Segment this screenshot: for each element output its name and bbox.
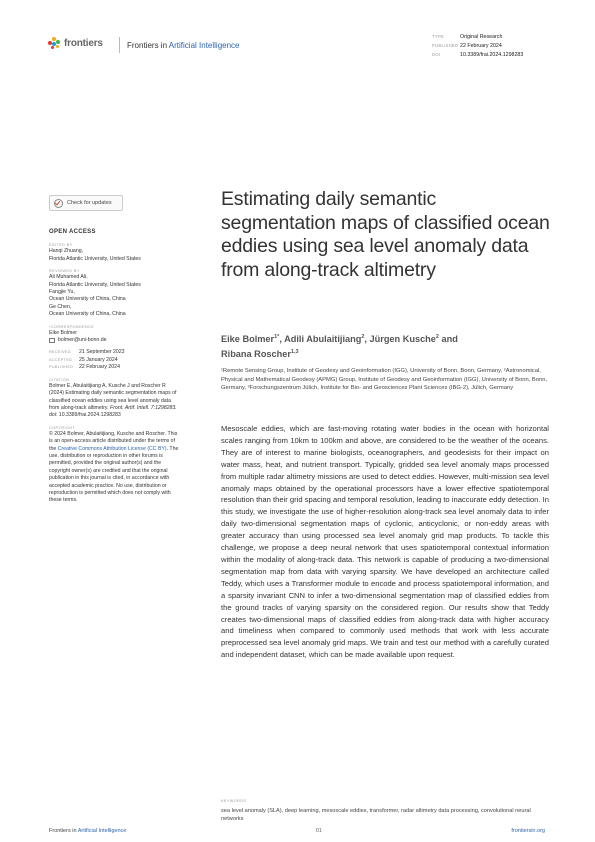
header-divider: [119, 37, 120, 53]
frontiers-logo: [48, 37, 103, 50]
logo-wordmark: frontiers: [64, 38, 103, 49]
reviewed-by-label: REVIEWED BY: [49, 269, 80, 274]
footer-journal[interactable]: Frontiers in Artificial Intelligence: [49, 828, 127, 834]
page-number: 01: [315, 828, 322, 834]
editor-affiliation: Florida Atlantic University, United States: [49, 255, 141, 262]
check-updates-icon: [54, 199, 63, 208]
keywords: sea level anomaly (SLA), deep learning, mesoscale eddies, transformer, radar altimetry data processing, convolutional neural networks: [221, 808, 531, 822]
email-icon: [49, 338, 55, 343]
journal-title: Artificial Intelligence: [168, 41, 240, 50]
copyright: © 2024 Bolmer, Abulaitijiang, Kusche and Roscher. This is an open-access article distributed under the terms of the Creative Commons Attribution License (CC BY). The use, distribution or reproduction in other forums is permitted, provided the original author(s) and the copyright owner(s) are credited and that the original publication in this journal is cited, in accordance with accepted academic practice. No use, distribution or reproduction is permitted which does not comply with these terms.: [49, 430, 179, 504]
check-updates-label: Check for updates: [67, 200, 112, 206]
open-access-label: OPEN ACCESS: [49, 229, 96, 235]
reviewer-line: Ocean University of China, China: [49, 296, 126, 303]
copyright-label: COPYRIGHT: [49, 425, 76, 430]
reviewer-line: Ge Chen,: [49, 303, 72, 310]
check-for-updates-button[interactable]: [49, 195, 123, 211]
affiliations: ¹Remote Sensing Group, Institute of Geodesy and Geoinformation (IGG), University of Bonn, Bonn, Germany, ²Astronomical, Physical and Mathematical Geodesy (APMG) Group, Institute of Geodesy and Geoinformation (IGG), University of Bonn, Bonn, Germany, ³Forschungszentrum Jülich, Institute for Bio- and Geosciences Plant Sciences (IBG-2), Jülich, Germany: [221, 368, 548, 392]
article-title: Estimating daily semantic segmentation maps of classified ocean eddies using sea level anomaly data from along-track altimetry: [221, 188, 550, 281]
sidebar: [49, 229, 181, 505]
journal-name[interactable]: [127, 41, 240, 50]
history: [49, 349, 181, 371]
article-meta: [432, 33, 523, 59]
history-row: ACCEPTED 25 January 2024: [49, 356, 118, 363]
citation: Bolmer E, Abulaitijiang A, Kusche J and Roscher R (2024) Estimating daily semantic segmentation maps of classified ocean eddies using sea level anomaly data from along-track altimetry. Front. Artif. Intell. 7:1298283. doi: 10.3389/frai.2024.1298283: [49, 382, 177, 419]
reviewer-line: Ali Muhamed Ali,: [49, 274, 88, 281]
email-address[interactable]: bolmer@uni-bonn.de: [58, 337, 107, 344]
history-row: PUBLISHED 22 February 2024: [49, 364, 120, 371]
author-name[interactable]: Eike Bolmer: [221, 334, 275, 344]
editor-name: Hanqi Zhuang,: [49, 248, 84, 255]
meta-row: TYPE Original Research: [432, 34, 503, 40]
meta-row: PUBLISHED 22 February 2024: [432, 42, 502, 49]
author-list: Eike Bolmer$^{1*}$, Adili Abulaitijiang$^2$, Jürgen Kusche$^2$ and Ribana Roscher$^{1,3}$: [221, 333, 458, 359]
meta-row: DOI 10.3389/frai.2024.1298283: [432, 51, 524, 58]
author-name[interactable]: Ribana Roscher: [221, 349, 291, 359]
page-footer: [49, 828, 545, 834]
correspondence-name: Eike Bolmer: [49, 329, 77, 336]
reviewer-line: Fangjie Yu,: [49, 289, 75, 296]
keywords-label: KEYWORDS: [221, 799, 247, 803]
correspondence-label: *CORRESPONDENCE: [49, 324, 95, 329]
citation-label: CITATION: [49, 377, 70, 382]
cc-by-link[interactable]: Creative Commons Attribution License (CC BY): [57, 445, 167, 452]
reviewer-line: Florida Atlantic University, United States: [49, 281, 141, 288]
reviewer-line: Ocean University of China, China: [49, 311, 126, 318]
correspondence-email[interactable]: [49, 337, 181, 344]
abstract: Mesoscale eddies, which are fast-moving rotating water bodies in the ocean with horizontal scales ranging from 10km to 100km and above, are considered to be the weather of the oceans. They are of interest to marine biologists, oceanographers, and geodesists for their impact on water mass, heat, and nutrient transport. Typically, gridded sea level anomaly maps processed from multiple radar altimetry missions are used to detect eddies. However, multi-mission sea level anomaly maps obtained by the operational processors have a lower effective spatiotemporal resolution than their grid spacing and temporal resolution, leading to inaccurate eddy detection. In this study, we investigate the use of higher-resolution along-track sea level anomaly data to infer daily two-dimensional segmentation maps of cyclonic, anticyclonic, or non-eddy areas with greater accuracy than using processed sea level anomaly grid map products. To tackle this challenge, we propose a deep neural network that uses spatiotemporal contextual information within the modality of along-track data. This network is capable of producing a two-dimensional segmentation map from data with varying sparsity. We have developed an architecture called Teddy, which uses a Transformer module to encode and process spatiotemporal information, and a sparsity invariant CNN to infer a two-dimensional segmentation map of classified eddies from the ground tracks of varying sparsity on the considered region. Our results show that Teddy creates two-dimensional maps of classified eddies from along-track data with higher accuracy and timeliness when compared to commonly used methods that work with less accurate preprocessed sea level anomaly grid maps. We train and test our method with a carefully curated and independent dataset, which can be made available upon request.: [221, 424, 549, 660]
edited-by-label: EDITED BY: [49, 243, 73, 248]
journal-prefix: Frontiers in: [127, 41, 169, 50]
frontiers-logo-icon: [48, 37, 61, 50]
footer-site-link[interactable]: frontiersin.org: [511, 828, 545, 834]
history-row: RECEIVED 21 September 2023: [49, 349, 125, 356]
